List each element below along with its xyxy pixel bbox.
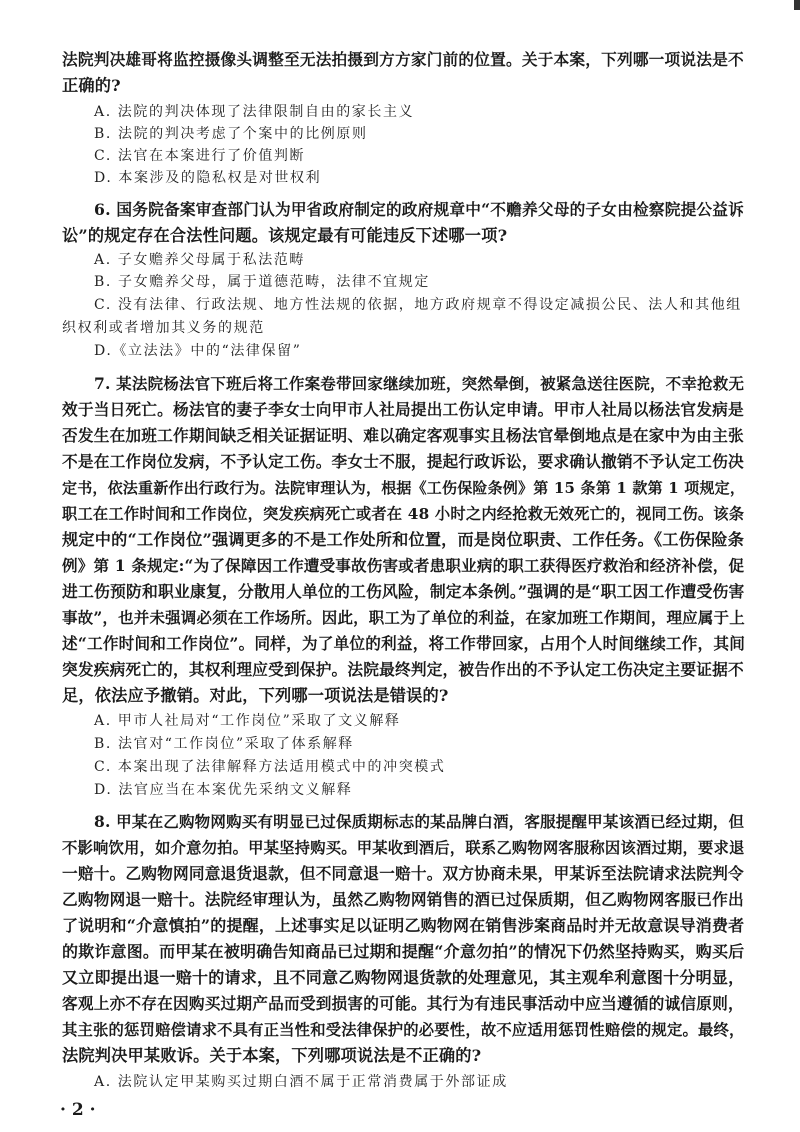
q5-stem-line: 正确的? bbox=[62, 76, 121, 95]
q6-stem-line: 讼”的规定存在合法性问题。该规定最有可能违反下述哪一项? bbox=[62, 226, 508, 245]
q8-stem-line: 一赔十。乙购物网同意退货退款，但不同意退一赔十。双方协商未果，甲某诉至法院请求法院判令 bbox=[62, 864, 744, 883]
q7-option-c: C. 本案出现了法律解释方法适用模式中的冲突模式 bbox=[94, 759, 446, 775]
q7-stem-line: 进工伤预防和职业康复，分散用人单位的工伤风险，制定本条例。”强调的是“职工因工作遭受伤害 bbox=[62, 582, 745, 601]
q5-option-d: D. 本案涉及的隐私权是对世权利 bbox=[94, 170, 322, 186]
q8-stem-line: 法院判决甲某败诉。关于本案，下列哪项说法是不正确的? bbox=[62, 1046, 482, 1065]
q6-option-b: B. 子女赡养父母，属于道德范畴，法律不宜规定 bbox=[94, 274, 430, 290]
q7-option-b: B. 法官对“工作岗位”采取了体系解释 bbox=[94, 736, 354, 752]
q5-option-c: C. 法官在本案进行了价值判断 bbox=[94, 148, 306, 164]
q7-stem-line: 例》第 1 条规定:“为了保障因工作遭受事故伤害或者患职业病的职工获得医疗救治和经济补偿，促 bbox=[62, 556, 745, 575]
q7-option-a: A. 甲市人社局对“工作岗位”采取了文义解释 bbox=[94, 713, 401, 729]
q7-stem-line: 事故”，也并未强调必须在工作场所。因此，职工为了单位的利益，在家加班工作期间，理应属于上 bbox=[62, 608, 745, 627]
q5-stem-line: 法院判决雄哥将监控摄像头调整至无法拍摄到方方家门前的位置。关于本案，下列哪一项说法是不 bbox=[62, 50, 744, 69]
q8-stem-line: 乙购物网退一赔十。法院经审理认为，虽然乙购物网销售的酒已过保质期，但乙购物网客服已作出 bbox=[62, 890, 744, 909]
q7-stem-line: 突发疾病死亡的，其权利理应受到保护。法院最终判定，被告作出的不予认定工伤决定主要证据不 bbox=[62, 660, 744, 679]
q8-stem-line: 了说明和“介意慎拍”的提醒，上述事实足以证明乙购物网在销售涉案商品时并无故意误导消费者 bbox=[62, 916, 745, 935]
q6-stem-line: 6. 国务院备案审查部门认为甲省政府制定的政府规章中“不赡养父母的子女由检察院提公益诉 bbox=[94, 200, 744, 219]
q7-stem-line: 述“工作时间和工作岗位”。同样，为了单位的利益，将工作带回家，占用个人时间继续工作，其间 bbox=[62, 634, 746, 653]
page-number: · 2 · bbox=[60, 1100, 96, 1120]
q8-stem-line: 8. 甲某在乙购物网购买有明显已过保质期标志的某品牌白酒，客服提醒甲某该酒已经过期，但 bbox=[94, 812, 745, 831]
q7-stem-line: 否发生在加班工作期间缺乏相关证据证明、难以确定客观事实且杨法官晕倒地点是在家中为由主张 bbox=[62, 426, 744, 445]
q7-stem-line: 7. 某法院杨法官下班后将工作案卷带回家继续加班，突然晕倒，被紧急送往医院，不幸抢救无 bbox=[94, 374, 745, 393]
q7-stem-line: 足，依法应予撤销。对此，下列哪一项说法是错误的? bbox=[62, 686, 449, 705]
q8-stem-line: 又立即提出退一赔十的请求，且不同意乙购物网退货款的处理意见，其主观牟利意图十分明显， bbox=[62, 968, 745, 987]
q5-option-b: B. 法院的判决考虑了个案中的比例原则 bbox=[94, 126, 368, 142]
q8-stem-line: 客观上亦不存在因购买过期产品而受到损害的可能。其行为有违民事活动中应当遵循的诚信原则， bbox=[62, 994, 744, 1013]
q7-stem-line: 不是在工作岗位发病，不予认定工伤。李女士不服，提起行政诉讼，要求确认撤销不予认定工伤决 bbox=[62, 452, 744, 471]
q6-option-d: D.《立法法》中的“法律保留” bbox=[94, 343, 302, 359]
q7-stem-line: 定书，依法重新作出行政行为。法院审理认为，根据《工伤保险条例》第 15 条第 1 款第 1 项规定， bbox=[62, 479, 746, 497]
q6-option-a: A. 子女赡养父母属于私法范畴 bbox=[94, 252, 306, 268]
q5-option-a: A. 法院的判决体现了法律限制自由的家长主义 bbox=[94, 104, 415, 120]
q7-option-d: D. 法官应当在本案优先采纳文义解释 bbox=[94, 782, 353, 798]
q6-option-c: C. 没有法律、行政法规、地方性法规的依据，地方政府规章不得设定减损公民、法人和其他组 bbox=[94, 297, 742, 313]
q7-stem-line: 职工在工作时间和工作岗位，突发疾病死亡或者在 48 小时之内经抢救无效死亡的，视同工伤。该条 bbox=[62, 505, 745, 523]
q7-stem-line: 规定中的“工作岗位”强调更多的不是工作处所和位置，而是岗位职责、工作任务。《工伤保险条 bbox=[62, 530, 745, 549]
q7-stem-line: 效于当日死亡。杨法官的妻子李女士向甲市人社局提出工伤认定申请。甲市人社局以杨法官发病是 bbox=[62, 400, 744, 419]
q6-option-c-cont: 织权利或者增加其义务的规范 bbox=[62, 320, 265, 336]
q8-stem-line: 其主张的惩罚赔偿请求不具有正当性和受法律保护的必要性，故不应适用惩罚性赔偿的规定。最终， bbox=[62, 1021, 745, 1039]
corner-mark bbox=[794, 0, 800, 10]
q8-option-a: A. 法院认定甲某购买过期白酒不属于正常消费属于外部证成 bbox=[94, 1074, 508, 1090]
q8-stem-line: 不影响饮用，如介意勿拍。甲某坚持购买。甲某收到酒后，联系乙购物网客服称因该酒过期，要求退 bbox=[62, 839, 745, 857]
q8-stem-line: 的欺诈意图。而甲某在被明确告知商品已过期和提醒“介意勿拍”的情况下仍然坚持购买，购买后 bbox=[62, 942, 745, 961]
